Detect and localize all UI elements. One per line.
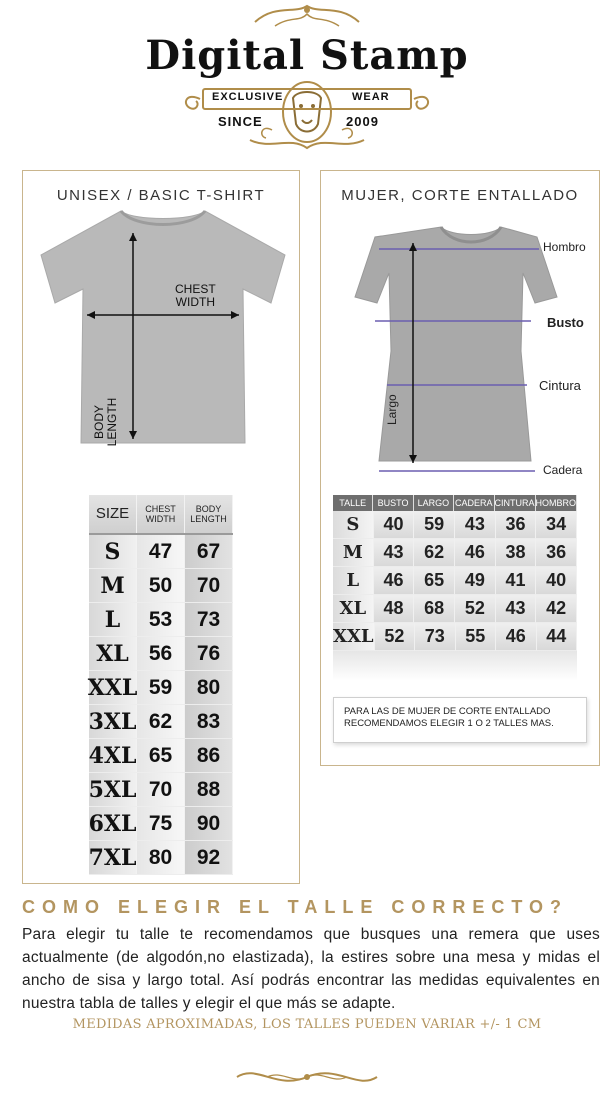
size-cell: XXL (89, 671, 137, 704)
chest-cell: 65 (137, 739, 185, 772)
women-note: PARA LAS DE MUJER DE CORTE ENTALLADO RECOMENDAMOS ELEGIR 1 O 2 TALLES MAS. (333, 697, 587, 743)
women-panel (320, 170, 600, 766)
disclaimer: MEDIDAS APROXIMADAS, LOS TALLES PUEDEN VARIAR +/- 1 CM (72, 1017, 542, 1032)
col-size: SIZE (89, 495, 137, 533)
unisex-table-row (89, 705, 233, 739)
hombro-cell: 40 (536, 567, 577, 595)
col-largo: LARGO (414, 495, 454, 511)
body-cell: 70 (185, 569, 233, 602)
chest-cell: 50 (137, 569, 185, 602)
size-cell: S (89, 535, 137, 568)
size-cell: XL (89, 637, 137, 670)
talle-cell: S (333, 511, 374, 539)
cadera-cell: 43 (455, 511, 496, 539)
largo-cell: 62 (414, 539, 455, 567)
chest-cell: 75 (137, 807, 185, 840)
hombro-cell: 42 (536, 595, 577, 623)
tshirt-unisex-icon (23, 171, 301, 471)
cadera-cell: 55 (456, 623, 496, 651)
size-cell: 6XL (89, 807, 137, 840)
bottom-flourish-icon (227, 1062, 387, 1092)
unisex-table-row (89, 637, 233, 671)
body-cell: 90 (185, 807, 233, 840)
logo-wear: WEAR (352, 91, 390, 103)
size-cell: L (89, 603, 137, 636)
unisex-table-row (89, 671, 233, 705)
largo-cell: 65 (414, 567, 455, 595)
chest-cell: 47 (137, 535, 185, 568)
largo-cell: 59 (414, 511, 455, 539)
busto-cell: 46 (374, 567, 415, 595)
cadera-cell: 49 (455, 567, 496, 595)
chest-cell: 53 (137, 603, 185, 636)
women-table-row (333, 539, 577, 567)
chest-cell: 70 (137, 773, 185, 806)
chest-cell: 80 (137, 841, 185, 874)
body-cell: 83 (185, 705, 233, 738)
busto-cell: 43 (374, 539, 415, 567)
cintura-cell: 38 (496, 539, 537, 567)
logo-year: 2009 (346, 114, 379, 129)
body-length-label: BODY LENGTH (92, 397, 119, 447)
talle-cell: M (333, 539, 374, 567)
unisex-table-row (89, 773, 233, 807)
hombro-cell: 34 (536, 511, 577, 539)
body-cell: 80 (185, 671, 233, 704)
unisex-table-row (89, 535, 233, 569)
label-cintura: Cintura (539, 378, 581, 393)
hombro-cell: 36 (536, 539, 577, 567)
brand-logo (0, 0, 614, 160)
unisex-table-row (89, 807, 233, 841)
body-cell: 73 (185, 603, 233, 636)
cintura-cell: 43 (496, 595, 537, 623)
col-cadera: CADERA (454, 495, 494, 511)
chest-width-label: CHEST WIDTH (175, 282, 216, 309)
women-table-row (333, 511, 577, 539)
unisex-title: UNISEX / BASIC T-SHIRT (56, 187, 266, 204)
largo-cell: 73 (415, 623, 455, 651)
logo-since: SINCE (218, 114, 263, 129)
col-talle: TALLE (333, 495, 373, 511)
women-title: MUJER, CORTE ENTALLADO (341, 187, 579, 204)
largo-cell: 68 (414, 595, 455, 623)
talle-cell: XL (333, 595, 374, 623)
unisex-table-header (89, 495, 233, 535)
cintura-cell: 36 (496, 511, 537, 539)
women-table-row (333, 567, 577, 595)
cintura-cell: 41 (496, 567, 537, 595)
tshirt-women-icon (321, 171, 601, 491)
women-size-table (333, 495, 577, 681)
body-cell: 67 (185, 535, 233, 568)
chest-cell: 59 (137, 671, 185, 704)
body-cell: 86 (185, 739, 233, 772)
women-table-header (333, 495, 577, 511)
size-cell: 5XL (89, 773, 137, 806)
col-chest: CHEST WIDTH (137, 495, 185, 533)
unisex-size-table (89, 495, 233, 875)
table-fade (333, 651, 577, 681)
col-cintura: CINTURA (495, 495, 536, 511)
hombro-cell: 44 (537, 623, 577, 651)
talle-cell: XXL (333, 623, 375, 651)
unisex-table-row (89, 603, 233, 637)
cadera-cell: 46 (455, 539, 496, 567)
size-cell: 3XL (89, 705, 137, 738)
body-cell: 76 (185, 637, 233, 670)
busto-cell: 52 (375, 623, 415, 651)
size-cell: 4XL (89, 739, 137, 772)
guide-body: Para elegir tu talle te recomendamos que busques una remera que uses actualmente (de algodón,no elastizada), la estires sobre una mesa y midas el ancho de sisa y largo total. Así podrás encontrar las medidas equivalentes en nuestra tabla de talles y elegir el que más se adapte. (22, 926, 600, 1012)
logo-ornament-icon (0, 0, 614, 160)
col-busto: BUSTO (373, 495, 413, 511)
label-largo: Largo (385, 394, 399, 425)
body-cell: 92 (185, 841, 233, 874)
logo-exclusive: EXCLUSIVE (212, 91, 284, 103)
brand-name: Digital Stamp (145, 32, 469, 79)
unisex-table-row (89, 569, 233, 603)
label-busto: Busto (547, 315, 584, 330)
women-table-row (333, 623, 577, 651)
cadera-cell: 52 (455, 595, 496, 623)
label-hombro: Hombro (543, 240, 586, 254)
guide-title: COMO ELEGIR EL TALLE CORRECTO? (22, 897, 569, 917)
cintura-cell: 46 (496, 623, 536, 651)
col-body: BODY LENGTH (185, 495, 233, 533)
col-hombro: HOMBRO (536, 495, 578, 511)
size-cell: M (89, 569, 137, 602)
label-cadera: Cadera (543, 463, 583, 477)
chest-cell: 62 (137, 705, 185, 738)
busto-cell: 40 (374, 511, 415, 539)
women-table-row (333, 595, 577, 623)
size-cell: 7XL (89, 841, 137, 874)
chest-cell: 56 (137, 637, 185, 670)
unisex-table-row (89, 739, 233, 773)
busto-cell: 48 (374, 595, 415, 623)
unisex-panel (22, 170, 300, 884)
talle-cell: L (333, 567, 374, 595)
unisex-table-row (89, 841, 233, 875)
body-cell: 88 (185, 773, 233, 806)
